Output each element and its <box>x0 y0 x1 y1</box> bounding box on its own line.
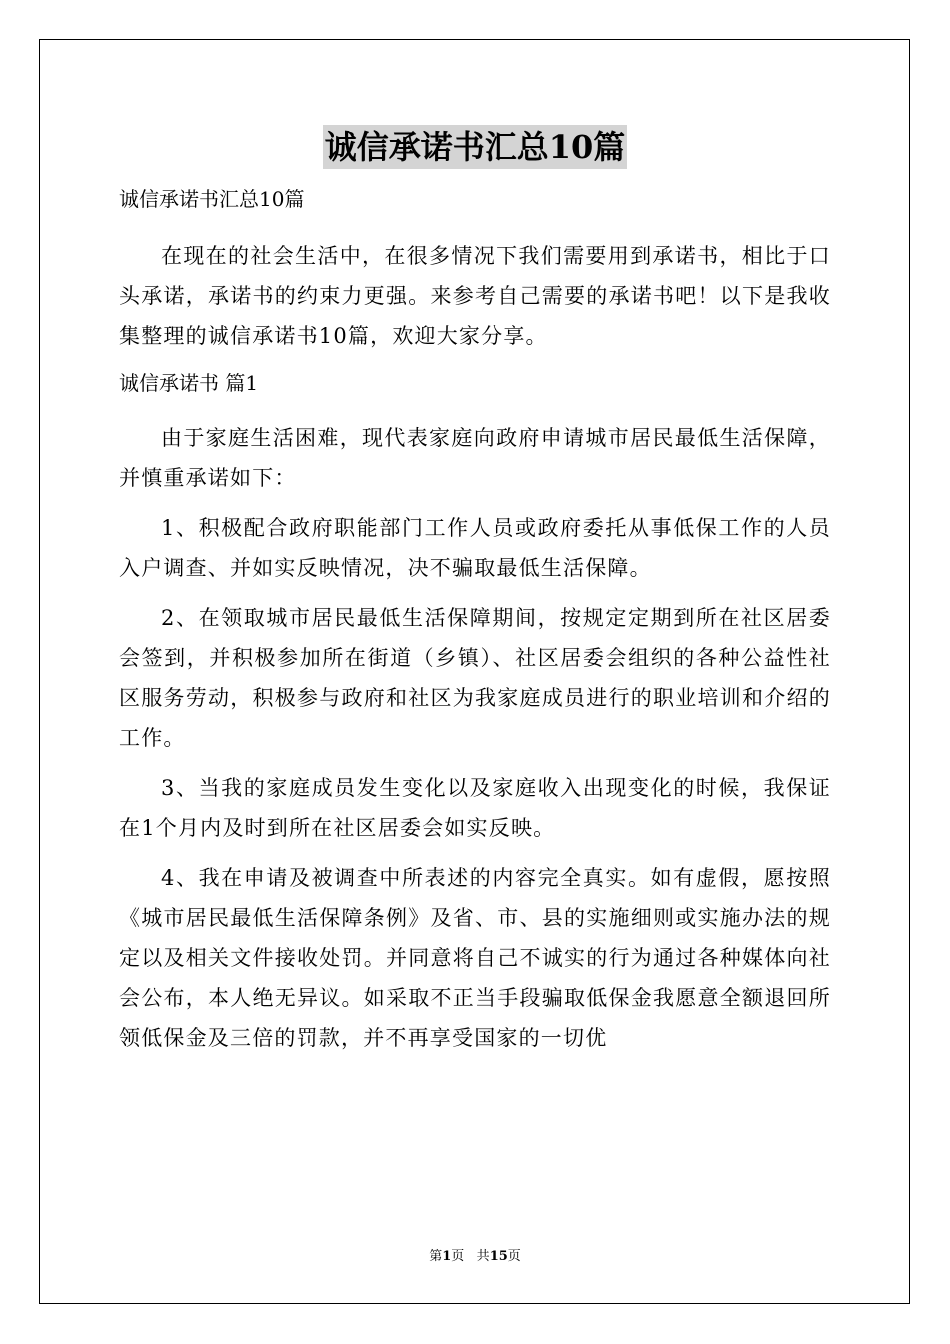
document-subtitle: 诚信承诺书汇总10篇 <box>119 187 305 211</box>
page-prefix: 第 <box>429 1249 443 1264</box>
page-total: 15 <box>489 1249 508 1264</box>
total-suffix: 页 <box>507 1249 521 1264</box>
body-paragraph: 由于家庭生活困难，现代表家庭向政府申请城市居民最低生活保障，并慎重承诺如下： <box>119 426 831 490</box>
total-prefix: 共 <box>476 1249 490 1264</box>
body-paragraph: 4、我在申请及被调查中所表述的内容完全真实。如有虚假，愿按照《城市居民最低生活保障条例》及省、市、县的实施细则或实施办法的规定以及相关文件接收处罚。并同意将自己不诚实的行为通过各种媒体向社会公布，本人绝无异议。如采取不正当手段骗取低保金我愿意全额退回所领低保金及三倍的罚款，并不再享受国家的一切优 <box>119 866 831 1050</box>
page-footer <box>0 1248 950 1266</box>
title-wrap <box>0 125 950 169</box>
intro-paragraph: 在现在的社会生活中，在很多情况下我们需要用到承诺书，相比于口头承诺，承诺书的约束力更强。来参考自己需要的承诺书吧！以下是我收集整理的诚信承诺书10篇，欢迎大家分享。 <box>119 244 831 348</box>
page-suffix: 页 <box>451 1249 465 1264</box>
document-title: 诚信承诺书汇总10篇 <box>323 125 628 169</box>
body-paragraph: 1、积极配合政府职能部门工作人员或政府委托从事低保工作的人员入户调查、并如实反映情况，决不骗取最低生活保障。 <box>119 516 831 580</box>
body-paragraph: 2、在领取城市居民最低生活保障期间，按规定定期到所在社区居委会签到，并积极参加所在街道（乡镇）、社区居委会组织的各种公益性社区服务劳动，积极参与政府和社区为我家庭成员进行的职业培训和介绍的工作。 <box>119 606 831 750</box>
section-heading: 诚信承诺书 篇1 <box>119 371 259 395</box>
body-paragraph: 3、当我的家庭成员发生变化以及家庭收入出现变化的时候，我保证在1个月内及时到所在社区居委会如实反映。 <box>119 776 831 840</box>
page-number: 1 <box>442 1249 452 1264</box>
document-body <box>119 182 831 1068</box>
